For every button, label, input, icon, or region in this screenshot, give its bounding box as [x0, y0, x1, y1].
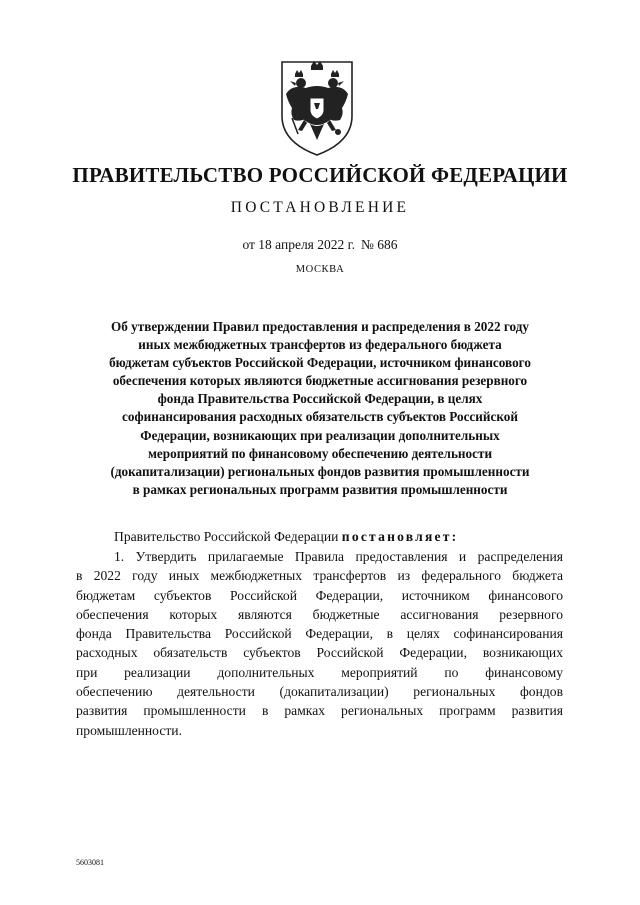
preamble-subject: Правительство Российской Федерации [114, 529, 339, 544]
subject-line: обеспечения которых являются бюджетные ассигнования резервного [112, 373, 528, 389]
paragraph-line: расходных обязательств субъектов Российской Федерации, возникающих [76, 645, 563, 661]
preamble [76, 527, 601, 546]
paragraph-line: обеспечения которых являются бюджетные ассигнования резервного [76, 606, 563, 622]
paragraph-line: в 2022 году иных межбюджетных трансфертов из федерального бюджета [76, 568, 563, 584]
government-title: ПРАВИТЕЛЬСТВО РОССИЙСКОЙ ФЕДЕРАЦИИ [72, 163, 568, 187]
subject-line: мероприятий по финансовому обеспечению деятельности [147, 445, 493, 461]
paragraph-line: при реализации дополнительных мероприятий по финансовому [76, 664, 563, 680]
paragraph-line: обеспечению деятельности (докапитализации) региональных фондов [76, 684, 563, 700]
paragraph-line: фонда Правительства Российской Федерации, в целях софинансирования [76, 626, 563, 642]
document-date-line [0, 237, 640, 253]
subject-line: фонда Правительства Российской Федерации, в целях [157, 391, 483, 407]
preamble-action: постановляет: [341, 529, 459, 544]
paragraph-line: развития промышленности в рамках региональных программ развития [76, 703, 563, 719]
document-city: МОСКВА [295, 264, 345, 275]
document-date: от 18 апреля 2022 г. [242, 237, 356, 252]
document-subject [60, 318, 580, 499]
document-number: № 686 [361, 237, 398, 252]
subject-line: Об утверждении Правил предоставления и распределения в 2022 году [110, 319, 530, 334]
paragraph-1 [76, 547, 563, 740]
coat-of-arms-emblem [268, 58, 366, 158]
paragraph-line: бюджетам субъектов Российской Федерации, источником финансового [76, 587, 563, 603]
subject-line: Федерации, возникающих при реализации дополнительных [140, 427, 500, 443]
subject-line: в рамках региональных программ развития промышленности [132, 481, 508, 497]
subject-line: иных межбюджетных трансфертов из федерального бюджета [138, 337, 502, 353]
paragraph-line: промышленности. [76, 722, 182, 738]
subject-line: (докапитализации) региональных фондов развития промышленности [110, 463, 530, 479]
subject-line: софинансирования расходных обязательств субъектов Российской [122, 409, 518, 425]
subject-line: бюджетам субъектов Российской Федерации, источником финансового [109, 355, 531, 371]
paragraph-line: 1. Утвердить прилагаемые Правила предоставления и распределения [114, 549, 563, 564]
document-type: ПОСТАНОВЛЕНИЕ [230, 199, 410, 216]
document-code: 5603081 [76, 858, 104, 867]
